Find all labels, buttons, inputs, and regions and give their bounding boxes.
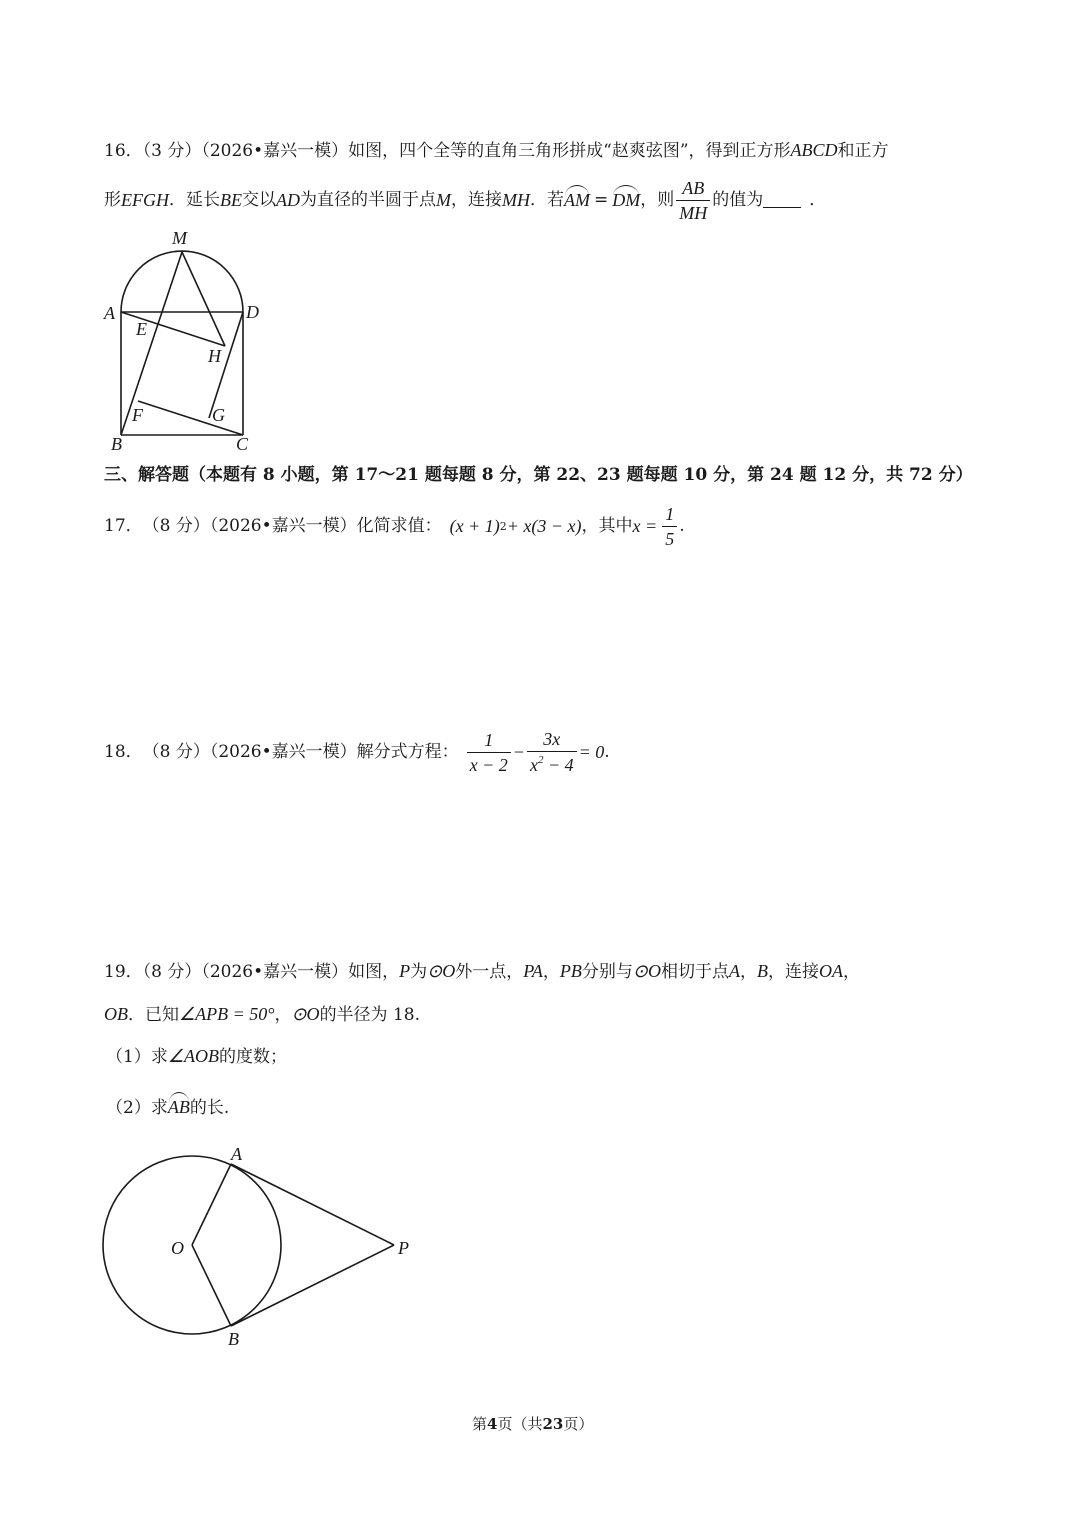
q19-part2 bbox=[106, 1098, 229, 1117]
q19-line2 bbox=[104, 1005, 420, 1024]
q17-number: 17． bbox=[104, 515, 143, 536]
q17-text2: ，其中 bbox=[581, 515, 633, 536]
q18-minus: − bbox=[512, 742, 525, 762]
q16-text7: ，连接 bbox=[451, 189, 502, 210]
q16-answer-blank[interactable] bbox=[763, 193, 801, 208]
label-e: E bbox=[136, 319, 147, 339]
q16-line2 bbox=[104, 178, 826, 222]
q19-p2-arc: AB bbox=[167, 1097, 190, 1117]
q18-meta: （8 分）（2026•嘉兴一模） bbox=[142, 741, 357, 762]
q19-figure bbox=[95, 1140, 425, 1355]
q17-frac-den: 5 bbox=[662, 526, 677, 548]
q19-text12: 的半径为 18. bbox=[319, 1005, 421, 1025]
q17-frac-num: 1 bbox=[665, 503, 675, 524]
q19-text3: 外一点， bbox=[455, 962, 524, 982]
label-g: G bbox=[212, 405, 225, 425]
q18-fraction-2 bbox=[527, 730, 577, 774]
q19-part1 bbox=[106, 1047, 287, 1066]
q17-meta: （8 分）（2026•嘉兴一模） bbox=[142, 515, 357, 536]
q19-var-pb: PB bbox=[559, 961, 582, 981]
label-p: P bbox=[398, 1238, 409, 1258]
q16-var-mh: MH bbox=[502, 190, 530, 210]
footer-total: 23 bbox=[542, 1415, 564, 1433]
q18-f2-exp: 2 bbox=[537, 754, 544, 766]
q19-var-p: P bbox=[399, 961, 411, 981]
q19-text4: ， bbox=[542, 962, 560, 982]
q16-fraction bbox=[676, 179, 710, 222]
q19-p2-pre: （2）求 bbox=[106, 1098, 168, 1118]
q19-text9: ， bbox=[843, 962, 861, 982]
segment-mh bbox=[182, 252, 225, 346]
q19-text10: ．已知 bbox=[128, 1005, 179, 1025]
label-b: B bbox=[228, 1329, 239, 1349]
q17-text1: 化简求值： bbox=[356, 515, 442, 536]
q19-text1: 如图， bbox=[348, 962, 400, 982]
q18-f2-den-a: x bbox=[529, 755, 538, 775]
q18-fraction-1 bbox=[467, 731, 511, 774]
q17-var: x = bbox=[632, 516, 658, 536]
q19-text6: 相切于点 bbox=[661, 962, 730, 982]
q19-var-oa: OA bbox=[819, 961, 844, 981]
q19-meta: （8 分）（2026•嘉兴一模） bbox=[142, 962, 349, 982]
q18-f1-den: x − 2 bbox=[467, 752, 511, 774]
label-m: M bbox=[172, 228, 187, 248]
q19-text2: 为 bbox=[410, 962, 428, 982]
label-f: F bbox=[132, 405, 143, 425]
footer-b: 页（共 bbox=[497, 1415, 543, 1433]
q16-text8: ．若 bbox=[530, 189, 564, 210]
footer-c: 页） bbox=[563, 1415, 594, 1433]
q18-f2-den bbox=[527, 751, 577, 774]
q18-f2-den-b: − 4 bbox=[543, 755, 574, 775]
q18-f2-num: 3x bbox=[543, 729, 561, 749]
label-a: A bbox=[231, 1144, 242, 1164]
q19-var-ob: OB bbox=[104, 1004, 128, 1024]
q16-frac-den: MH bbox=[676, 200, 710, 222]
q16-text10: 的值为 bbox=[712, 189, 764, 210]
q19-angle-apb: ∠APB = 50° bbox=[179, 1004, 275, 1024]
q19-p1-post: 的度数； bbox=[218, 1047, 287, 1067]
q16-text11: ． bbox=[809, 189, 827, 210]
label-c: C bbox=[236, 434, 249, 454]
q16-number: 16． bbox=[104, 141, 143, 161]
segment-cf bbox=[138, 401, 243, 435]
label-h: H bbox=[208, 346, 221, 366]
semicircle bbox=[121, 251, 243, 312]
q16-arc-am: AM bbox=[564, 190, 590, 210]
q16-text5: 交以 bbox=[242, 189, 276, 210]
q16-var-ad: AD bbox=[276, 190, 300, 210]
q16-var-be: BE bbox=[220, 190, 242, 210]
q16-figure bbox=[100, 228, 280, 458]
label-d: D bbox=[246, 302, 259, 322]
q16-var-m: M bbox=[436, 190, 451, 210]
segment-pa bbox=[231, 1164, 394, 1245]
q18-line bbox=[104, 728, 610, 776]
segment-ob bbox=[192, 1245, 231, 1326]
q19-var-b: B bbox=[757, 961, 769, 981]
segment-oa bbox=[192, 1164, 231, 1245]
q19-line1 bbox=[104, 962, 860, 981]
q16-equals: = bbox=[594, 189, 609, 210]
q17-text3: . bbox=[679, 515, 685, 536]
q16-var-efgh: EFGH bbox=[121, 190, 169, 210]
q16-text3: 形 bbox=[104, 189, 121, 210]
page-footer bbox=[472, 1417, 593, 1432]
q18-text1: 解分式方程： bbox=[356, 741, 459, 762]
q19-circle-o: ⊙O bbox=[427, 961, 456, 981]
q16-line1 bbox=[104, 141, 889, 160]
q16-text6: 为直径的半圆于点 bbox=[300, 189, 436, 210]
q19-circle-o3: ⊙O bbox=[291, 1004, 320, 1024]
q16-meta: （3 分）（2026•嘉兴一模） bbox=[142, 141, 349, 161]
section-3-header: 三、解答题（本题有 8 小题，第 17～21 题每题 8 分，第 22、23 题每题 10 分，第 24 题 12 分，共 72 分） bbox=[104, 465, 973, 485]
q16-frac-num: AB bbox=[682, 177, 705, 198]
q19-text8: ，连接 bbox=[768, 962, 820, 982]
q16-text4: ．延长 bbox=[169, 189, 220, 210]
q17-expr-a: (x + 1) bbox=[449, 516, 500, 536]
q19-circle-o2: ⊙O bbox=[632, 961, 662, 981]
q18-rhs: = 0 bbox=[578, 742, 605, 762]
q17-exponent: 2 bbox=[499, 519, 507, 533]
q18-text2: . bbox=[604, 741, 610, 762]
q18-f1-num: 1 bbox=[484, 729, 494, 750]
label-o: O bbox=[171, 1238, 184, 1258]
q19-var-pa: PA bbox=[523, 961, 543, 981]
q19-text5: 分别与 bbox=[581, 962, 633, 982]
q19-p2-post: 的长. bbox=[189, 1098, 230, 1118]
q16-arc-dm: DM bbox=[612, 190, 641, 210]
q18-number: 18． bbox=[104, 741, 143, 762]
q17-expr-b: + x(3 − x) bbox=[506, 516, 582, 536]
q19-text7: ， bbox=[740, 962, 758, 982]
q16-var-abcd: ABCD bbox=[790, 140, 838, 160]
q16-text2: 和正方 bbox=[837, 141, 889, 161]
footer-a: 第 bbox=[472, 1415, 488, 1433]
q19-number: 19． bbox=[104, 962, 143, 982]
q19-text11: ， bbox=[274, 1005, 292, 1025]
footer-page: 4 bbox=[487, 1415, 498, 1433]
q16-text9: ，则 bbox=[640, 189, 675, 210]
q19-p1-pre: （1）求 bbox=[106, 1047, 168, 1067]
q19-p1-angle: ∠AOB bbox=[167, 1046, 219, 1066]
label-b: B bbox=[111, 434, 122, 454]
segment-pb bbox=[231, 1245, 394, 1326]
label-a: A bbox=[104, 303, 115, 323]
q17-fraction bbox=[662, 505, 677, 548]
q17-line bbox=[104, 502, 685, 550]
q16-text1: 如图，四个全等的直角三角形拼成“赵爽弦图”，得到正方形 bbox=[348, 141, 791, 161]
q19-var-a: A bbox=[729, 961, 741, 981]
